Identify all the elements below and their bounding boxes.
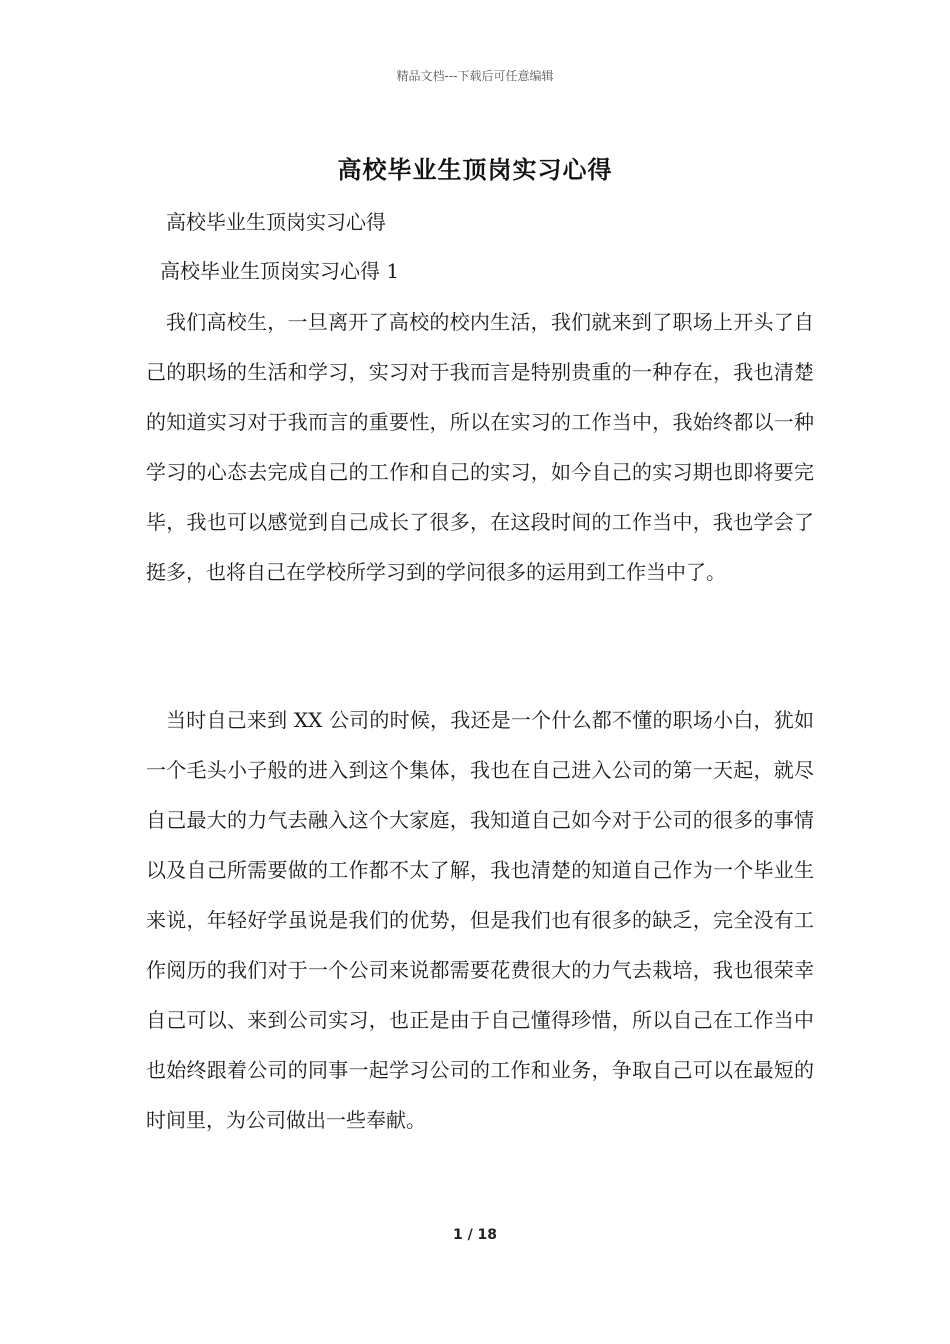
header-note: 精品文档---下载后可任意编辑 bbox=[396, 69, 554, 83]
page-number: 1 / 18 bbox=[452, 1227, 498, 1243]
document-title: 高校毕业生顶岗实习心得 bbox=[337, 155, 613, 184]
section-heading: 高校毕业生顶岗实习心得 1 bbox=[160, 259, 400, 283]
paragraph: 我们高校生，一旦离开了高校的校内生活，我们就来到了职场上开头了自己的职场的生活和学习，实习对于我而言是特别贵重的一种存在，我也清楚的知道实习对于我而言的重要性，所以在实习的工作当中，我始终都以一种学习的心态去完成自己的工作和自己的实习，如今自己的实习期也即将要完毕，我也可以感觉到自己成长了很多，在这段时间的工作当中，我也学会了挺多，也将自己在学校所学习到的学问很多的运用到工作当中了。 bbox=[146, 310, 814, 584]
document-subtitle: 高校毕业生顶岗实习心得 bbox=[166, 210, 386, 234]
paragraph: 当时自己来到 XX 公司的时候，我还是一个什么都不懂的职场小白，犹如一个毛头小子般的进入到这个集体，我也在自己进入公司的第一天起，就尽自己最大的力气去融入这个大家庭，我知道自己如今对于公司的很多的事情以及自己所需要做的工作都不太了解，我也清楚的知道自己作为一个毕业生来说，年轻好学虽说是我们的优势，但是我们也有很多的缺乏，完全没有工作阅历的我们对于一个公司来说都需要花费很大的力气去栽培，我也很荣幸自己可以、来到公司实习，也正是由于自己懂得珍惜，所以自己在工作当中也始终跟着公司的同事一起学习公司的工作和业务，争取自己可以在最短的时间里，为公司做出一些奉献。 bbox=[146, 708, 814, 1132]
